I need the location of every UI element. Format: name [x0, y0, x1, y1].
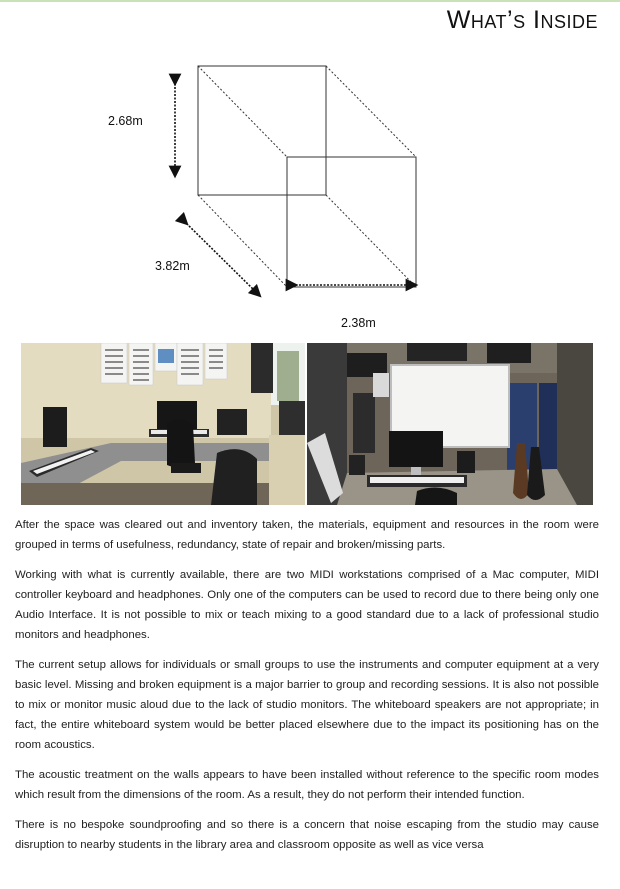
back-face	[198, 66, 326, 195]
room-box-drawing	[0, 40, 620, 340]
paragraph: There is no bespoke soundproofing and so there is a concern that noise escaping from the studio may cause disruption to nearby students in the library area and classroom opposite as well as vice versa	[15, 819, 599, 851]
edge-top-left	[198, 66, 287, 157]
width-label: 2.38m	[341, 316, 376, 330]
page-title: What’s Inside	[446, 6, 598, 34]
studio-room-photo-right	[307, 343, 593, 505]
paragraph: The current setup allows for individuals or small groups to use the instruments and computer equipment at a very basic level. Missing and broken equipment is a major barrier to group and recording sessions. It is also not possible to mix or monitor music aloud due to the lack of studio monitors. The whiteboard speakers are not appropriate; in fact, the entire whiteboard system would be better placed elsewhere due to the impact its positioning has on the room acoustics.	[15, 659, 599, 751]
height-label: 2.68m	[108, 114, 143, 128]
studio-photos	[21, 343, 593, 505]
body-text	[15, 515, 599, 865]
room-dimension-diagram	[0, 40, 620, 340]
top-rule	[0, 0, 620, 2]
paragraph: The acoustic treatment on the walls appears to have been installed without reference to the specific room modes which result from the dimensions of the room. As a result, they do not perform their intended function.	[15, 769, 599, 801]
depth-label: 3.82m	[155, 259, 190, 273]
edge-bottom-left	[198, 195, 287, 287]
paragraph: After the space was cleared out and inventory taken, the materials, equipment and resources in the room were grouped in terms of usefulness, redundancy, state of repair and broken/missing parts.	[15, 519, 599, 551]
edge-bottom-right	[326, 195, 416, 287]
edge-top-right	[326, 66, 416, 157]
studio-room-photo-left	[21, 343, 305, 505]
depth-arrow	[184, 221, 257, 293]
paragraph: Working with what is currently available, there are two MIDI workstations comprised of a Mac computer, MIDI controller keyboard and headphones. Only one of the computers can be used to record due to there being only one Audio Interface. It is not possible to mix or teach mixing to a good standard due to a lack of professional studio monitors and headphones.	[15, 569, 599, 641]
